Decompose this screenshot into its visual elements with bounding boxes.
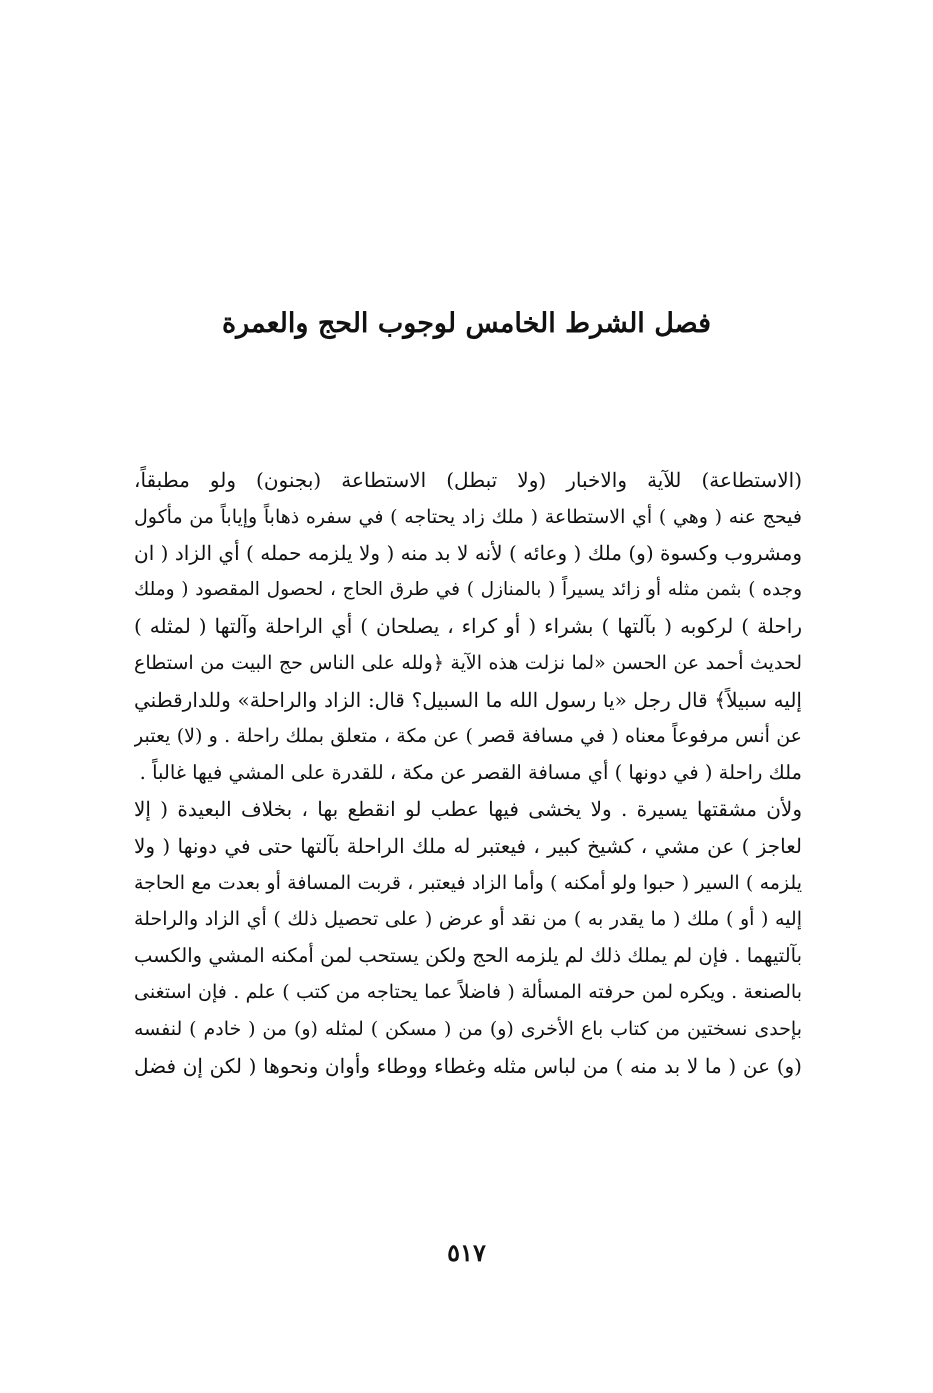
text-line: إليه ( أو ) ملك ( ما يقدر به ) من نقد أو عرض ( على تحصيل ذلك ) أي الزاد والراحلة (134, 908, 802, 931)
text-line: وجده ) بثمن مثله أو زائد يسيراً ( بالمنازل ) في طرق الحاج ، لحصول المقصود ( وملك (134, 578, 802, 600)
text-line: فيحج عنه ( وهي ) أي الاستطاعة ( ملك زاد يحتاجه ) في سفره ذهاباً وإياباً من مأكول (134, 505, 802, 528)
text-line: عن أنس مرفوعاً معناه ( في مسافة قصر ) عن مكة ، متعلق بملك راحلة . و (لا) يعتبر (134, 725, 802, 748)
text-line: بآلتيهما . فإن لم يملك ذلك لم يلزمه الحج ولكن يستحب لمن أمكنه المشي والكسب (134, 943, 802, 967)
page-number: ٥١٧ (447, 1238, 486, 1267)
text-line: (الاستطاعة) للآية والاخبار (ولا تبطل) الاستطاعة (بجنون) ولو مطبقاً، (134, 468, 802, 492)
text-line: يلزمه ) السير ( حبوا ولو أمكنه ) وأما الزاد فيعتبر ، قربت المسافة أو بعدت مع الحاجة (134, 871, 802, 894)
text-line: إليه سبيلاً﴾ قال رجل «يا رسول الله ما السبيل؟ قال: الزاد والراحلة» وللدارقطني (134, 687, 802, 712)
text-line: بالصنعة . ويكره لمن حرفته المسألة ( فاضلاً عما يحتاجه من كتب ) علم . فإن استغنى (134, 981, 802, 1004)
text-line: راحلة ) لركوبه ( بآلتها ) بشراء ( أو كراء ، يصلحان ) أي الراحلة وآلتها ( لمثله ) (134, 614, 802, 639)
section-heading: فصل الشرط الخامس لوجوب الحج والعمرة (222, 308, 711, 339)
text-line: ومشروب وكسوة (و) ملك ( وعائه ) لأنه لا بد منه ( ولا يلزمه حمله ) أي الزاد ( ان (134, 541, 802, 566)
text-line: لحديث أحمد عن الحسن «لما نزلت هذه الآية ﴿ولله على الناس حج البيت من استطاع (134, 651, 802, 674)
text-line: ملك راحلة ( في دونها ) أي مسافة القصر عن مكة ، للقدرة على المشي فيها غالباً . (139, 760, 802, 784)
text-line: لعاجز ) عن مشي ، كشيخ كبير ، فيعتبر له ملك الراحلة بآلتها حتى في دونها ( ولا (134, 833, 802, 858)
text-line: بإحدى نسختين من كتاب باع الأخرى (و) من ( مسكن ) لمثله (و) من ( خادم ) لنفسه (134, 1017, 802, 1040)
text-line: (و) عن ( ما لا بد منه ) من لباس مثله وغطاء ووطاء وأوان ونحوها ( لكن إن فضل (134, 1053, 802, 1078)
text-line: ولأن مشقتها يسيرة . ولا يخشى فيها عطب لو انقطع بها ، بخلاف البعيدة ( إلا (134, 797, 802, 822)
body-paragraph (134, 462, 802, 1084)
